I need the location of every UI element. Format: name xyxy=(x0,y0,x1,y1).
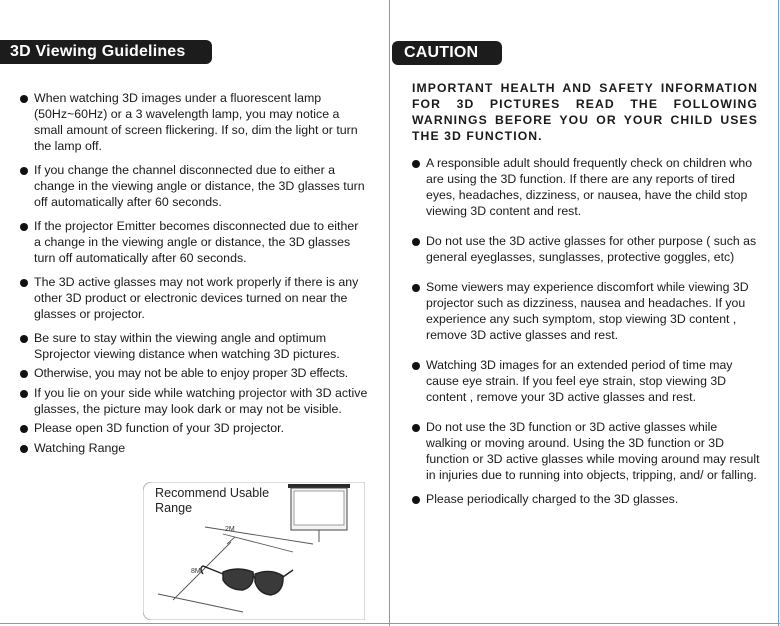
list-item xyxy=(20,365,368,381)
list-item-text: Do not use the 3D function or 3D active glasses while walking or moving around. Using the 3D function or 3D function or 3D active glasses while moving around may result in injuries due to running into objects, tripping, and/ or falling. xyxy=(426,420,760,482)
caution-heading: CAUTION xyxy=(392,41,502,65)
diagram-title: Recommend Usable Range xyxy=(155,486,270,515)
list-item xyxy=(20,440,368,456)
viewing-guidelines-heading: 3D Viewing Guidelines xyxy=(0,40,212,64)
viewing-guidelines-section xyxy=(0,0,389,626)
bullet-icon xyxy=(20,335,28,343)
bullet-icon xyxy=(412,424,420,432)
bullet-icon xyxy=(412,284,420,292)
health-safety-warning: IMPORTANT HEALTH AND SAFETY INFORMATION FOR 3D PICTURES READ THE FOLLOWING WARNINGS BEFORE YOU OR YOUR CHILD USES THE 3D FUNCTION. xyxy=(412,81,758,143)
list-item-text: Watching 3D images for an extended period of time may cause eye strain. If you feel eye strain, stop viewing 3D content , remove your 3D active glasses and rest. xyxy=(426,358,733,404)
list-item xyxy=(412,155,760,219)
list-item xyxy=(20,420,368,436)
bullet-icon xyxy=(412,362,420,370)
bullet-icon xyxy=(412,238,420,246)
bullet-icon xyxy=(20,95,28,103)
bullet-icon xyxy=(412,496,420,504)
bullet-icon xyxy=(20,425,28,433)
bullet-icon xyxy=(412,160,420,168)
list-item xyxy=(20,90,368,154)
bullet-icon xyxy=(20,390,28,398)
bullet-icon xyxy=(20,223,28,231)
bullet-icon xyxy=(20,279,28,287)
caution-list xyxy=(412,155,760,507)
list-item xyxy=(412,419,760,483)
bullet-icon xyxy=(20,167,28,175)
list-item-text: Be sure to stay within the viewing angle and optimum Sprojector viewing distance when watching 3D pictures. xyxy=(34,331,340,361)
list-item-text: Some viewers may experience discomfort while viewing 3D projector such as dizziness, nausea and headaches. If you experience any such symptom, stop viewing 3D content , remove 3D active glasses and rest. xyxy=(426,280,749,342)
bullet-icon xyxy=(20,445,28,453)
list-item-text: If you change the channel disconnected due to either a change in the viewing angle or distance, the 3D glasses turn off automatically after 60 seconds. xyxy=(34,163,365,209)
guidelines-list xyxy=(20,90,368,456)
list-item xyxy=(412,491,760,507)
caution-section xyxy=(390,0,780,626)
list-item xyxy=(20,274,368,322)
list-item xyxy=(412,279,760,343)
list-item xyxy=(20,385,368,417)
list-item xyxy=(20,162,368,210)
list-item xyxy=(20,330,368,362)
list-item-text: If you lie on your side while watching projector with 3D active glasses, the picture may look dark or may not be visible. xyxy=(34,386,368,416)
list-item-text: Please open 3D function of your 3D projector. xyxy=(34,421,285,435)
list-item-text: When watching 3D images under a fluorescent lamp (50Hz~60Hz) or a 3 wavelength lamp, you may notice a small amount of screen flickering. If so, dim the light or turn the lamp off. xyxy=(34,91,358,153)
list-item-text: Watching Range xyxy=(34,441,126,455)
list-item-text: A responsible adult should frequently check on children who are using the 3D function. If there are any reports of tired eyes, headaches, dizziness, or nausea, have the child stop viewing 3D content and rest. xyxy=(426,156,753,218)
watching-range-diagram xyxy=(143,482,365,620)
list-item xyxy=(412,233,760,265)
range-label-near: 2M xyxy=(225,526,235,533)
list-item xyxy=(20,218,368,266)
list-item xyxy=(412,357,760,405)
list-item-text: Please periodically charged to the 3D glasses. xyxy=(426,492,679,506)
list-item-text: If the projector Emitter becomes disconnected due to either a change in the viewing angle or distance, the 3D glasses turn off automatically after 60 seconds. xyxy=(34,219,359,265)
list-item-text: The 3D active glasses may not work properly if there is any other 3D product or electronic devices turned on near the glasses or projector. xyxy=(34,275,359,321)
bullet-icon xyxy=(20,370,28,378)
range-label-far: 8M xyxy=(191,568,201,575)
list-item-text: Do not use the 3D active glasses for other purpose ( such as general eyeglasses, sunglasses, protective goggles, etc) xyxy=(426,234,757,264)
list-item-text: Otherwise, you may not be able to enjoy proper 3D effects. xyxy=(34,366,349,380)
